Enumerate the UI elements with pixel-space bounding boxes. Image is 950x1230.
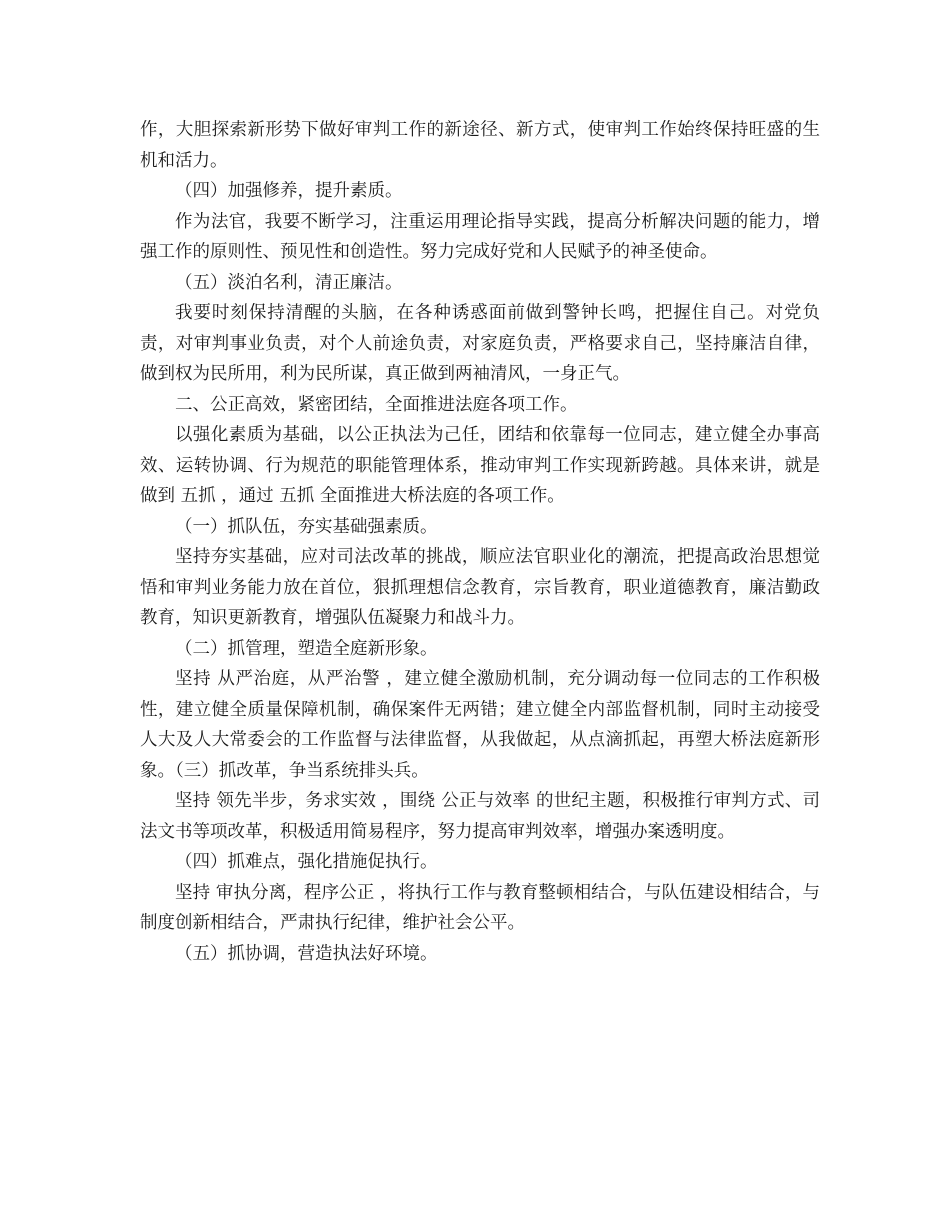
paragraph-continuation: 作，大胆探索新形势下做好审判工作的新途径、新方式，使审判工作始终保持旺盛的生机和活力。 (140, 120, 820, 171)
paragraph-management: 坚持 从严治庭，从严治警 ，建立健全激励机制，充分调动每一位同志的工作积极性，建立健全质量保障机制，确保案件无两错；建立健全内部监督机制，同时主动接受人大及人大常委会的工作监督与法律监督，从我做起，从点滴抓起，再塑大桥法庭新形象。（三）抓改革，争当系统排头兵。 (140, 669, 820, 781)
section-heading-management: （二）抓管理，塑造全庭新形象。 (175, 638, 438, 659)
section-heading-enforcement: （四）抓难点，强化措施促执行。 (175, 852, 438, 872)
section-heading-coordination: （五）抓协调，营造执法好环境。 (175, 943, 438, 964)
section-heading-part-two: 二、公正高效，紧密团结，全面推进法庭各项工作。 (175, 394, 578, 415)
section-heading-integrity: （五）淡泊名利，清正廉洁。 (175, 272, 403, 293)
paragraph-team-building: 坚持夯实基础，应对司法改革的挑战，顺应法官职业化的潮流，把提高政治思想觉悟和审判业务能力放在首位，狠抓理想信念教育，宗旨教育，职业道德教育，廉洁勤政教育，知识更新教育，增强队伍凝聚力和战斗力。 (140, 547, 820, 628)
section-heading-strengthen-cultivation: （四）加强修养，提升素质。 (175, 181, 403, 201)
paragraph-continuous-learning: 作为法官，我要不断学习，注重运用理论指导实践，提高分析解决问题的能力，增强工作的原则性、预见性和创造性。努力完成好党和人民赋予的神圣使命。 (140, 211, 820, 262)
paragraph-self-discipline: 我要时刻保持清醒的头脑，在各种诱惑面前做到警钟长鸣，把握住自己。对党负责，对审判事业负责，对个人前途负责，对家庭负责，严格要求自己，坚持廉洁自律，做到权为民所用，利为民所谋，真正做到两袖清风，一身正气。 (140, 303, 820, 384)
paragraph-enforcement: 坚持 审执分离，程序公正 ，将执行工作与教育整顿相结合，与队伍建设相结合，与制度创新相结合，严肃执行纪律，维护社会公平。 (140, 882, 820, 933)
paragraph-reform: 坚持 领先半步，务求实效 ，围绕 公正与效率 的世纪主题，积极推行审判方式、司法文书等项改革，积极适用简易程序，努力提高审判效率，增强办案透明度。 (140, 791, 820, 842)
section-heading-team: （一）抓队伍，夯实基础强素质。 (175, 516, 438, 537)
paragraph-five-grasps-intro: 以强化素质为基础，以公正执法为己任，团结和依靠每一位同志，建立健全办事高效、运转协调、行为规范的职能管理体系，推动审判工作实现新跨越。具体来讲，就是做到 五抓 ，通过 五抓 全面推进大桥法庭的各项工作。 (140, 425, 820, 506)
document-body (140, 115, 820, 969)
